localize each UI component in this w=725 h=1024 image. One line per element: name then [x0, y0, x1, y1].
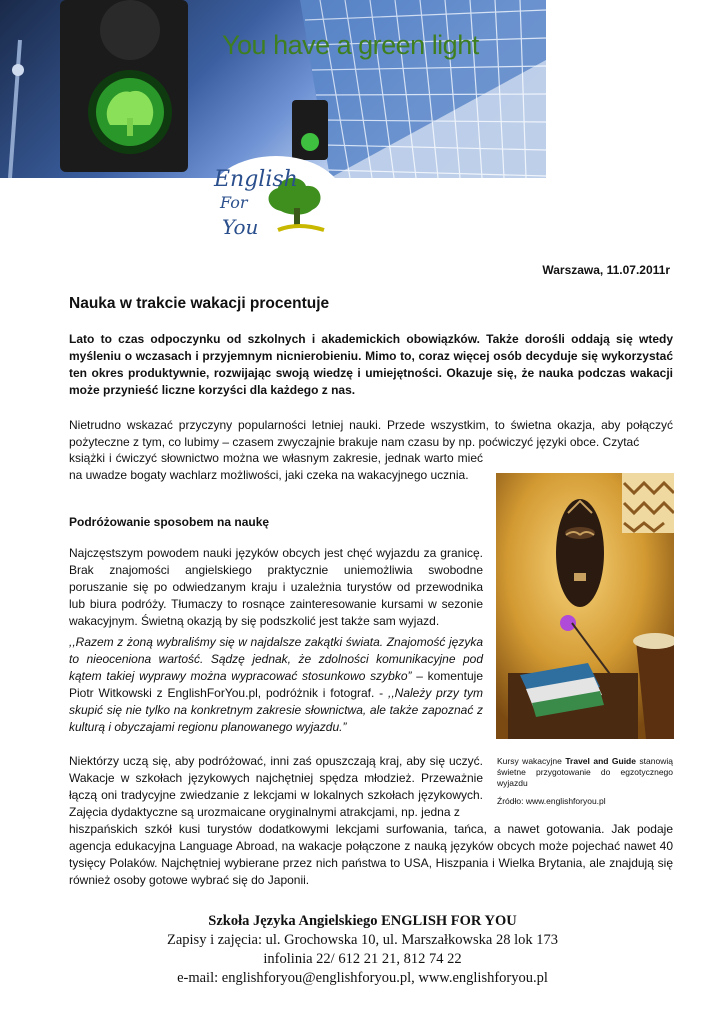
article-photo: [496, 473, 674, 739]
quote-attribution: – komentuje Piotr Witkowski z EnglishForYou.pl, podróżnik i fotograf. -: [69, 669, 483, 700]
quote-part-1: ,,Razem z żoną wybraliśmy się w najdalsze zakątki świata. Znajomość języka to nieoceniona wartość. Sądzę jednak, że zdolności komunikacyjne pod kątem takiej wyprawy można wypracować stosunkowo szybko”: [69, 635, 483, 683]
footer: [0, 912, 725, 988]
logo-word-for: For: [220, 193, 248, 212]
article-title: Nauka w trakcie wakacji procentuje: [69, 295, 330, 312]
photo-illustration: [496, 473, 674, 739]
header-banner: [0, 0, 546, 178]
banner-graphic: [0, 0, 546, 178]
quote-paragraph: [69, 634, 483, 736]
african-mask: [556, 499, 604, 607]
caption-suffix: stanowią świetne przygotowanie do egzotycznego wyjazdu: [497, 756, 673, 788]
caption-prefix: Kursy wakacyjne: [497, 756, 566, 766]
caption-course-name: Travel and Guide: [565, 756, 636, 766]
document-date: Warszawa, 11.07.2011r: [542, 263, 670, 277]
footer-address: Zapisy i zajęcia: ul. Grochowska 10, ul. Marszałkowska 28 lok 173: [166, 932, 558, 948]
lead-paragraph: Lato to czas odpoczynku od szkolnych i akademickich obowiązków. Także dorośli oddają się wtedy myśleniu o wczasach i przyjemnym nicnierobieniu. Mimo to, coraz więcej osób decyduje się wykorzystać ten okres produktywnie, rozwijając swoją wiedzę i umiejętności. Okazuje się, że nauka podczas wakacji może przynieść liczne korzyści dla każdego z nas.: [69, 332, 673, 397]
footer-contact[interactable]: e-mail: englishforyou@englishforyou.pl, www.englishforyou.pl: [177, 970, 548, 986]
logo-word-you: You: [222, 215, 259, 239]
logo-word-english: English: [214, 167, 298, 192]
english-for-you-logo: [206, 156, 348, 248]
paragraph-1-narrow: książki i ćwiczyć słownictwo można we własnym zakresie, jednak warto mieć na uwadze bogaty wachlarz możliwości, jaki czeka na wakacyjnego ucznia.: [69, 451, 483, 482]
section-subheading: Podróżowanie sposobem na naukę: [69, 515, 270, 529]
footer-school-name: Szkoła Języka Angielskiego ENGLISH FOR YOU: [208, 913, 517, 929]
footer-phone: infolinia 22/ 612 21 21, 812 74 22: [263, 951, 462, 967]
paragraph-2: Najczęstszym powodem nauki języków obcych jest chęć wyjazdu za granicę. Brak znajomości angielskiego praktycznie uniemożliwia swobodne poruszanie się po odwiedzanym kraju i uzależnia turystów od przewodnika lub biura podróży. Tłumaczy to rosnące zainteresowanie kursami w sezonie wakacyjnym. Świetną okazją by się podszkolić jest także sam wyjazd.: [69, 546, 483, 628]
paragraph-1-wide: Nietrudno wskazać przyczyny popularności letniej nauki. Przede wszystkim, to świetna okazja, aby połączyć pożyteczne z tym, co lubimy – czasem zwyczajnie brakuje nam czasu by np. poćwiczyć języki obce. Czytać: [69, 418, 673, 449]
photo-source: Źródło: www.englishforyou.pl: [497, 796, 606, 806]
logo-graphic: [206, 156, 348, 248]
quote-part-2: ,,Należy przy tym skupić się nie tylko na konkretnym zakresie słownictwa, ale także zapoznać z kulturą i obyczajami regionu planowanego wyjazdu.”: [69, 686, 484, 734]
banner-tagline: You have a green light: [222, 30, 479, 60]
paragraph-3-wide: hiszpańskich szkół kusi turystów dodatkowymi lekcjami surfowania, tańca, a nawet gotowania. Jak podaje agencja edukacyjna Language Abroad, na wakacje połączone z nauką języków obcych może pojechać nawet 40 tysięcy Polaków. Najchętniej wybierane przez nich państwa to USA, Hiszpania i Wielka Brytania, ale znajdują się również osoby gotowe wybrać się do Japonii.: [69, 822, 673, 887]
paragraph-3-narrow: Niektórzy uczą się, aby podróżować, inni zaś opuszczają kraj, aby się uczyć. Wakacje w szkołach językowych najchętniej spędza młodzież. Przeważnie łączą oni tradycyjne zwiedzanie z lekcjami w lokalnych szkołach językowych. Zajęcia dydaktyczne są urozmaicane oryginalnymi atrakcjami, np. jedna z: [69, 754, 483, 819]
photo-caption: [497, 756, 673, 789]
